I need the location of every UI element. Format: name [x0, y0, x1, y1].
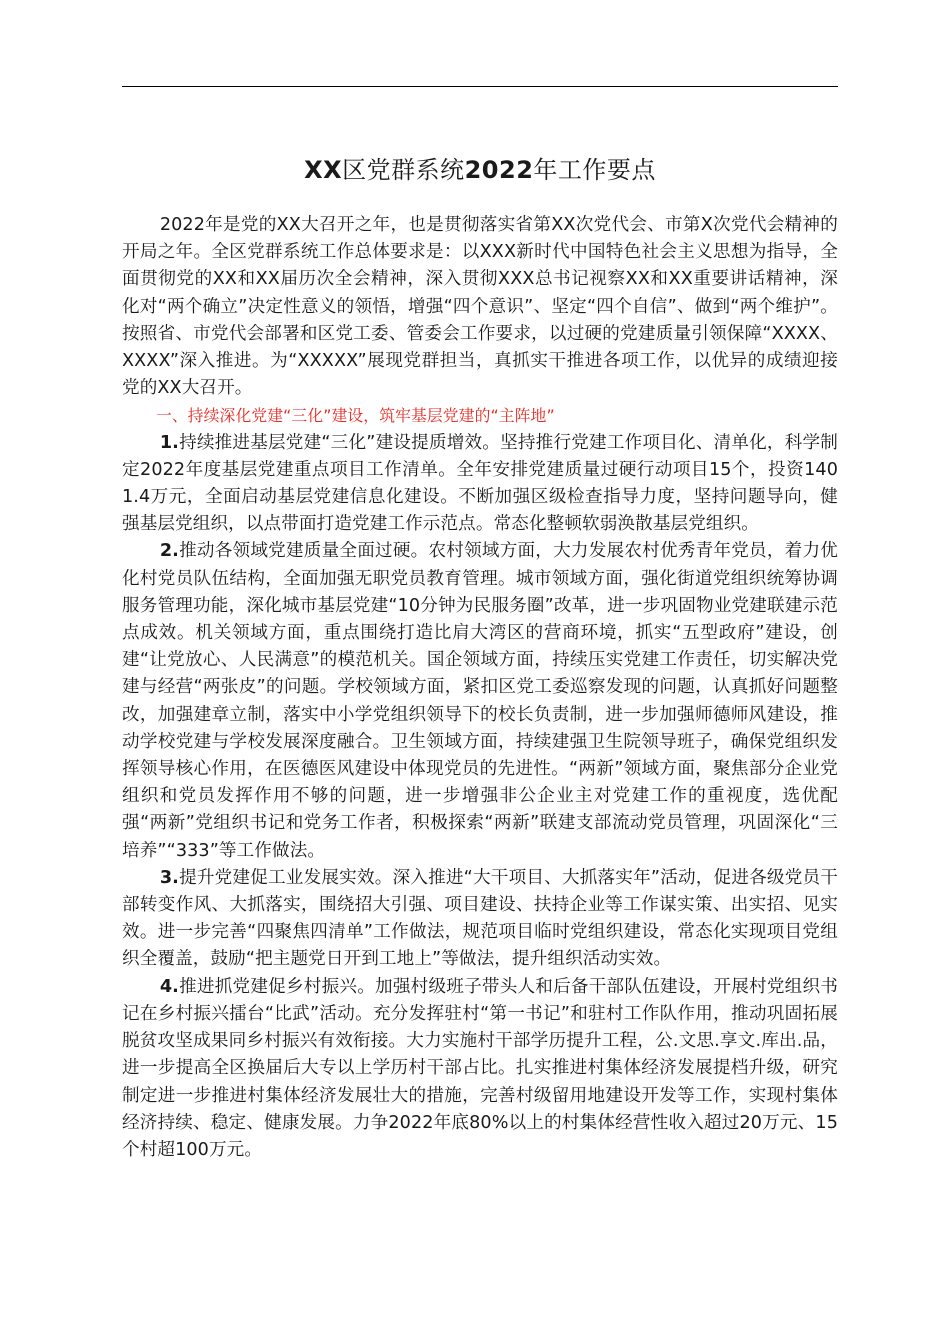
item-paragraph-4 [122, 974, 838, 1164]
item-number: 3. [159, 867, 179, 888]
item-text: 推动各领域党建质量全面过硬。农村领域方面，大力发展农村优秀青年党员，着力优化村党员队伍结构，全面加强无职党员教育管理。城市领域方面，强化街道党组织统筹协调服务管理功能，深化城市基层党建“10分钟为民服务圈”改革，进一步巩固物业党建联建示范点成效。机关领域方面，重点围绕打造比肩大湾区的营商环境，抓实“五型政府”建设，创建“让党放心、人民满意”的模范机关。国企领域方面，持续压实党建工作责任，切实解决党建与经营“两张皮”的问题。学校领域方面，紧扣区党工委巡察发现的问题，认真抓好问题整改，加强建章立制，落实中小学党组织领导下的校长负责制，进一步加强师德师风建设，推动学校党建与学校发展深度融合。卫生领域方面，持续建强卫生院领导班子，确保党组织发挥领导核心作用，在医德医风建设中体现党员的先进性。“两新”领域方面，聚焦部分企业党组织和党员发挥作用不够的问题，进一步增强非公企业主对党建工作的重视度，选优配强“两新”党组织书记和党务工作者，积极探索“两新”联建支部流动党员管理，巩固深化“三培养”“333”等工作做法。 [122, 541, 838, 861]
item-number: 2. [159, 541, 179, 562]
document-body [122, 212, 838, 1164]
item-text: 持续推进基层党建“三化”建设提质增效。坚持推行党建工作项目化、清单化，科学制定2022年度基层党建重点项目工作清单。全年安排党建质量过硬行动项目15个，投资1401.4万元，全面启动基层党建信息化建设。不断加强区级检查指导力度，坚持问题导向，健强基层党组织，以点带面打造党建工作示范点。常态化整顿软弱涣散基层党组织。 [122, 432, 838, 535]
section-heading: 一、持续深化党建“三化”建设，筑牢基层党建的“主阵地” [155, 406, 555, 426]
document-title [122, 150, 838, 190]
title-mid: 区党群系统 [342, 156, 465, 184]
title-prefix: XX [304, 156, 343, 184]
item-text: 提升党建促工业发展实效。深入推进“大干项目、大抓落实年”活动，促进各级党员干部转变作风、大抓落实，围绕招大引强、项目建设、扶持企业等工作谋实策、出实招、见实效。进一步完善“四聚焦四清单”工作做法，规范项目临时党组织建设，常态化实现项目党组织全覆盖，鼓励“把主题党日开到工地上”等做法，提升组织活动实效。 [122, 867, 838, 970]
item-paragraph-1 [122, 430, 838, 539]
title-suffix: 年工作要点 [533, 156, 656, 184]
item-number: 4. [159, 976, 179, 997]
title-year: 2022 [464, 156, 534, 184]
item-paragraph-2 [122, 538, 838, 864]
item-paragraph-3 [122, 865, 838, 974]
header-rule [122, 86, 838, 87]
item-text: 推进抓党建促乡村振兴。加强村级班子带头人和后备干部队伍建设，开展村党组织书记在乡村振兴擂台“比武”活动。充分发挥驻村“第一书记”和驻村工作队作用，推动巩固拓展脱贫攻坚成果同乡村振兴有效衔接。大力实施村干部学历提升工程，公.文思.享文.库出.品，进一步提高全区换届后大专以上学历村干部占比。扎实推进村集体经济发展提档升级，研究制定进一步推进村集体经济发展壮大的措施，完善村级留用地建设开发等工作，实现村集体经济持续、稳定、健康发展。力争2022年底80%以上的村集体经营性收入超过20万元、15个村超100万元。 [122, 976, 838, 1160]
item-number: 1. [159, 432, 179, 453]
intro-paragraph: 2022年是党的XX大召开之年，也是贯彻落实省第XX次党代会、市第X次党代会精神的开局之年。全区党群系统工作总体要求是：以XXX新时代中国特色社会主义思想为指导，全面贯彻党的XX和XX届历次全会精神，深入贯彻XXX总书记视察XX和XX重要讲话精神，深化对“两个确立”决定性意义的领悟，增强“四个意识”、坚定“四个自信”、做到“两个维护”。按照省、市党代会部署和区党工委、管委会工作要求，以过硬的党建质量引领保障“XXXX、XXXX”深入推进。为“XXXXX”展现党群担当，真抓实干推进各项工作，以优异的成绩迎接党的XX大召开。 [122, 215, 838, 399]
